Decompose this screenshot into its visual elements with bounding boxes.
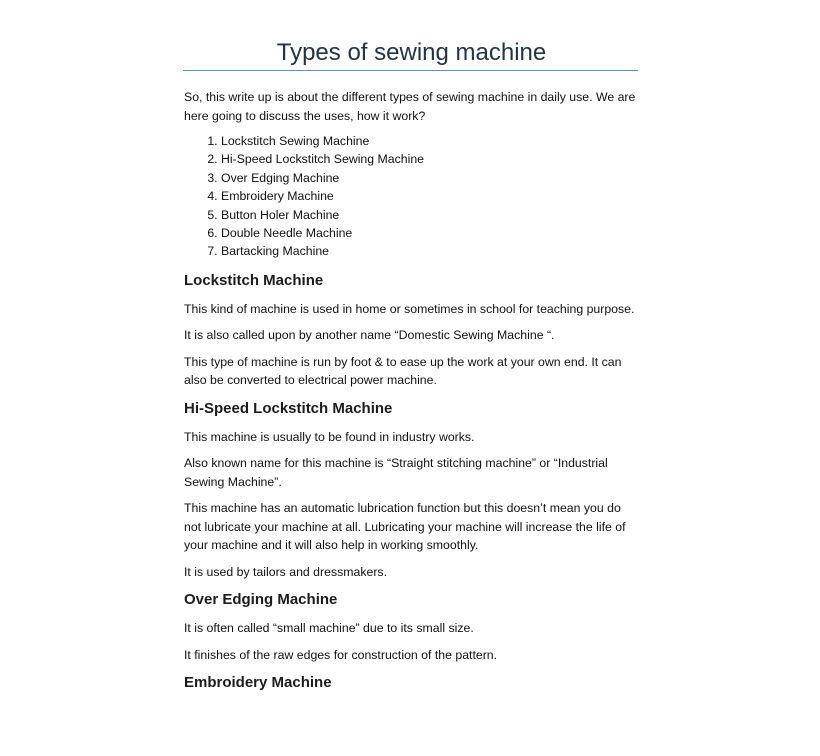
list-item: 1. Lockstitch Sewing Machine (221, 132, 639, 150)
section-paragraph: It is also called upon by another name “Domestic Sewing Machine “. (184, 328, 555, 343)
list-item: 6. Double Needle Machine (221, 224, 639, 242)
document-page (184, 0, 639, 693)
intro-paragraph: So, this write up is about the different types of sewing machine in daily use. We are here going to discuss the uses, how it work? (184, 90, 636, 123)
section-paragraph: Also known name for this machine is “Straight stitching machine” or “Industrial Sewing Machine”. (184, 456, 608, 489)
section-paragraph: It finishes of the raw edges for construction of the pattern. (184, 647, 498, 662)
section-heading-hi-speed-lockstitch: Hi-Speed Lockstitch Machine (184, 399, 393, 417)
section-heading-embroidery: Embroidery Machine (184, 674, 332, 692)
machine-type-list (184, 132, 639, 261)
section-paragraph: This machine has an automatic lubrication function but this doesn’t mean you do not lubricate your machine at all. Lubricating your machine will increase the life of your machine and it will also help in working smoothly. (184, 501, 626, 553)
list-item: 7. Bartacking Machine (221, 242, 639, 260)
section-paragraph: This type of machine is run by foot & to ease up the work at your own end. It can also be converted to electrical power machine. (184, 354, 622, 388)
list-item: 2. Hi-Speed Lockstitch Sewing Machine (221, 150, 639, 168)
list-item: 5. Button Holer Machine (221, 206, 639, 224)
section-heading-lockstitch: Lockstitch Machine (184, 271, 324, 289)
list-item: 3. Over Edging Machine (221, 169, 639, 187)
list-item: 4. Embroidery Machine (221, 187, 639, 205)
section-paragraph: This machine is usually to be found in industry works. (184, 429, 475, 444)
section-paragraph: This kind of machine is used in home or sometimes in school for teaching purpose. (184, 301, 635, 316)
section-paragraph: It is used by tailors and dressmakers. (184, 564, 387, 579)
section-heading-over-edging: Over Edging Machine (184, 591, 338, 609)
title-underline (183, 70, 638, 71)
document-title: Types of sewing machine (276, 39, 547, 66)
section-paragraph: It is often called “small machine” due to its small size. (184, 621, 474, 636)
